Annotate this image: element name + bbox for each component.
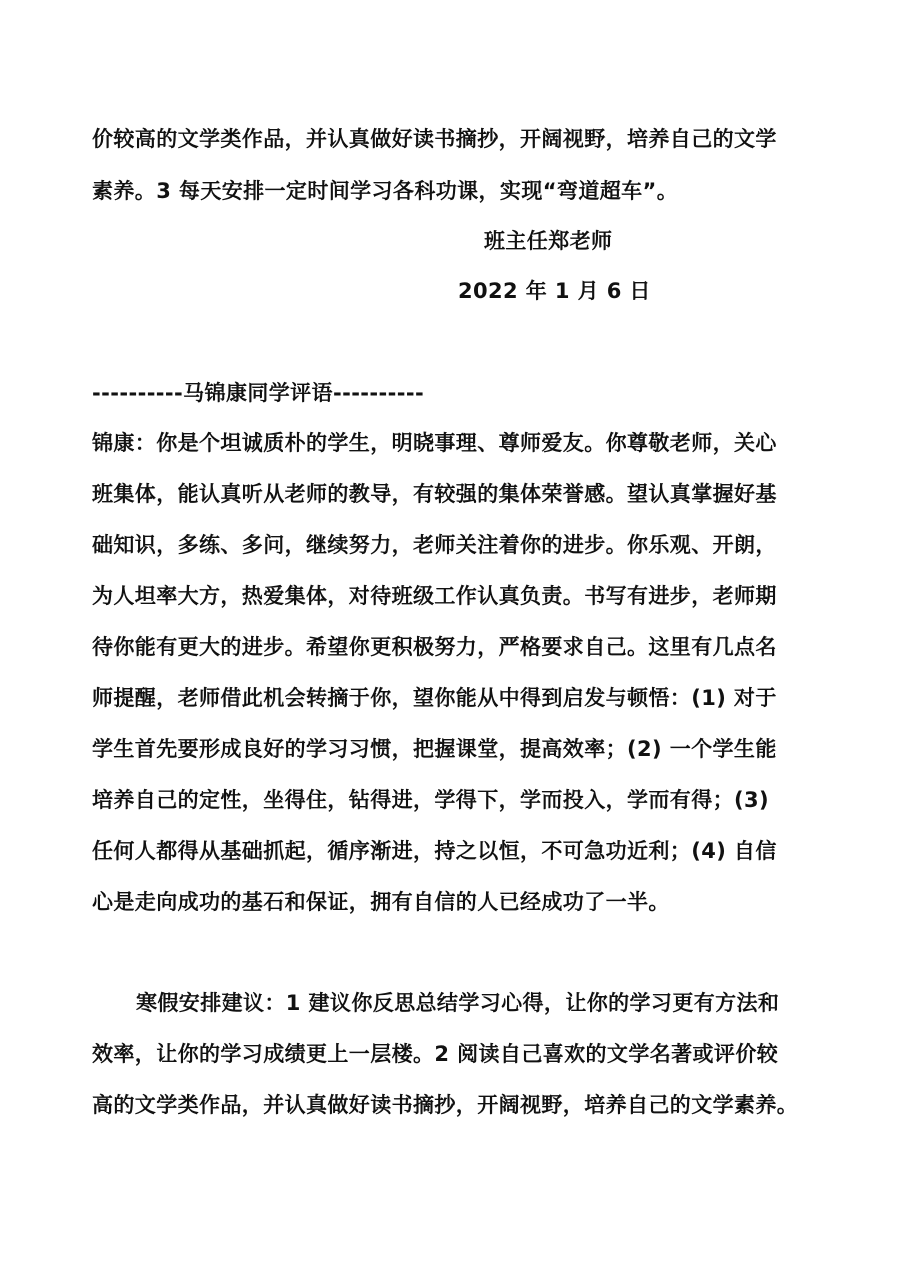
prev-comment-line-1: 价较高的文学类作品，并认真做好读书摘抄，开阔视野，培养自己的文学 [92,127,777,151]
comment-body-line-9: 任何人都得从基础抓起，循序渐进，持之以恒，不可急功近利；(4) 自信 [92,839,777,863]
comment-body-line-3: 础知识，多练、多问，继续努力，老师关注着你的进步。你乐观、开朗， [92,533,777,557]
comment-body-line-5: 待你能有更大的进步。希望你更积极努力，严格要求自己。这里有几点名 [92,635,777,659]
holiday-line-3: 高的文学类作品，并认真做好读书摘抄，开阔视野，培养自己的文学素养。 [92,1093,799,1117]
prev-comment-line-2: 素养。3 每天安排一定时间学习各科功课，实现“弯道超车”。 [92,179,679,203]
holiday-line-1: 寒假安排建议：1 建议你反思总结学习心得，让你的学习更有方法和 [136,991,780,1015]
holiday-line-2: 效率，让你的学习成绩更上一层楼。2 阅读自己喜欢的文学名著或评价较 [92,1042,779,1066]
date: 2022 年 1 月 6 日 [458,279,651,303]
comment-body-line-7: 学生首先要形成良好的学习习惯，把握课堂，提高效率；(2) 一个学生能 [92,737,777,761]
comment-body-line-2: 班集体，能认真听从老师的教导，有较强的集体荣誉感。望认真掌握好基 [92,482,777,506]
comment-heading: ----------马锦康同学评语---------- [92,381,425,405]
comment-body-line-10: 心是走向成功的基石和保证，拥有自信的人已经成功了一半。 [92,890,670,914]
comment-body-line-8: 培养自己的定性，坐得住，钻得进，学得下，学而投入，学而有得；(3) [92,788,770,812]
comment-body-line-4: 为人坦率大方，热爱集体，对待班级工作认真负责。书写有进步，老师期 [92,584,777,608]
comment-body-line-1: 锦康：你是个坦诚质朴的学生，明晓事理、尊师爱友。你尊敬老师，关心 [92,431,777,455]
comment-body-line-6: 师提醒，老师借此机会转摘于你，望你能从中得到启发与顿悟：(1) 对于 [92,686,777,710]
signature: 班主任郑老师 [484,229,613,253]
